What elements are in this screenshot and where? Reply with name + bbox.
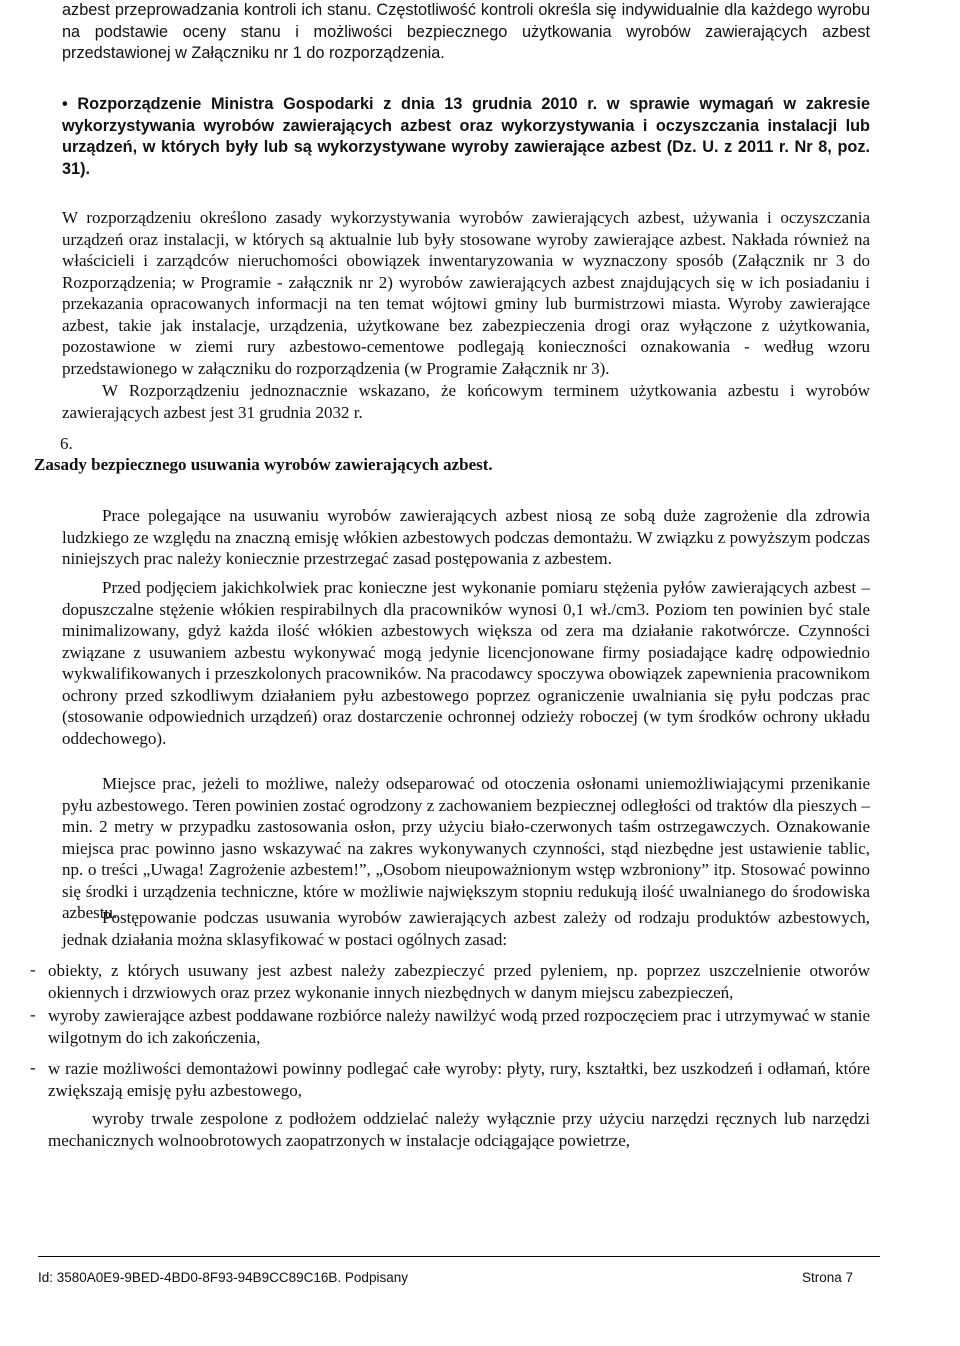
- list-dash: -: [30, 1058, 36, 1077]
- procedure-intro-paragraph: Postępowanie podczas usuwania wyrobów zawierających azbest zależy od rodzaju produktów azbestowych, jednak działania można sklasyfikować w postaci ogólnych zasad:: [62, 908, 870, 949]
- regulation-summary-paragraph: W rozporządzeniu określono zasady wykorzystywania wyrobów zawierających azbest, używania i oczyszczania urządzeń oraz instalacji, w których są aktualnie lub były stosowane wyroby zawierające azbest. Nakłada również na właścicieli i zarządców nieruchomości obowiązek inwentaryzowania w wyznaczony sposób (Załącznik nr 3 do Rozporządzenia; w Programie - załącznik nr 2) wyrobów zawierających azbest znajdujących się w ich posiadaniu i przekazania opracowanych informacji na ten temat wójtowi gminy lub burmistrzowi miasta. Wyroby zawierające azbest, takie jak instalacje, urządzenia, użytkowane bez zabezpieczenia drogi oraz wyłączone z użytkowania, pozostawione w ziemi rury azbestowo-cementowe podlegają konieczności oznakowania - według wzoru przedstawionego w załączniku do rozporządzenia (w Programie Załącznik nr 3).: [62, 208, 870, 378]
- measurement-paragraph: Przed podjęciem jakichkolwiek prac konieczne jest wykonanie pomiaru stężenia pyłów zawierających azbest – dopuszczalne stężenie włókien respirabilnych dla pracowników wynosi 0,1 wł./cm3. Poziom ten powinien być stale minimalizowany, gdyż każda ilość włókien azbestowych większa od zera ma działanie rakotwórcze. Czynności związane z usuwaniem azbestu wykonywać mogą jedynie licencjonowane firmy posiadające kadrę odpowiednio wykwalifikowanych i przeszkolonych pracowników. Na pracodawcy spoczywa obowiązek zapewnienia pracownikom ochrony przed szkodliwym działaniem pyłu azbestowego poprzez ograniczenie uwalniania się pyłu podczas prac (stosowanie odpowiednich urządzeń) oraz dostarczenie ochronnej odzieży roboczej (w tym środków ochrony układu oddechowego).: [62, 578, 870, 748]
- bullet-icon: •: [62, 95, 68, 113]
- regulation-text: Rozporządzenie Ministra Gospodarki z dnia 13 grudnia 2010 r. w sprawie wymagań w zakresie wykorzystywania wyrobów zawierających azbest oraz wykorzystywania i oczyszczania instalacji lub urządzeń, w których były lub są wykorzystywane wyroby zawierające azbest (Dz. U. z 2011 r. Nr 8, poz. 31).: [62, 95, 871, 178]
- intro-paragraph: azbest przeprowadzania kontroli ich stanu. Częstotliwość kontroli określa się indywidualnie dla każdego wyrobu na podstawie oceny stanu i możliwości bezpiecznego użytkowania wyrobów zawierających azbest przedstawionej w Załączniku nr 1 do rozporządzenia.: [62, 1, 870, 62]
- document-id: Id: 3580A0E9-9BED-4BD0-8F93-94B9CC89C16B. Podpisany: [38, 1270, 408, 1285]
- list-dash: -: [30, 960, 36, 979]
- section-heading: Zasady bezpiecznego usuwania wyrobów zawierających azbest.: [34, 455, 493, 474]
- section-number: 6.: [60, 434, 73, 453]
- list-item: wyroby zawierające azbest poddawane rozbiórce należy nawilżyć wodą przed rozpoczęciem prac i utrzymywać w stanie wilgotnym do ich zakończenia,: [48, 1006, 870, 1047]
- list-item: wyroby trwale zespolone z podłożem oddzielać należy wyłącznie przy użyciu narzędzi ręcznych lub narzędzi mechanicznych wolnoobrotowych zaopatrzonych w instalacje odciągające powietrze,: [48, 1109, 870, 1150]
- list-item: w razie możliwości demontażowi powinny podlegać całe wyroby: płyty, rury, kształtki, bez uszkodzeń i odłamań, które zwiększają emisję pyłu azbestowego,: [48, 1059, 870, 1100]
- list-item: obiekty, z których usuwany jest azbest należy zabezpieczyć przed pyleniem, np. poprzez uszczelnienie otworów okiennych i drzwiowych oraz przez wykonanie innych niezbędnych w danym miejscu zabezpieczeń,: [48, 961, 870, 1002]
- deadline-paragraph: W Rozporządzeniu jednoznacznie wskazano, że końcowym terminem użytkowania azbestu i wyrobów zawierających azbest jest 31 grudnia 2032 r.: [62, 381, 870, 422]
- regulation-citation: [62, 94, 870, 180]
- worksite-paragraph: Miejsce prac, jeżeli to możliwe, należy odseparować od otoczenia osłonami uniemożliwiającymi przenikanie pyłu azbestowego. Teren powinien zostać ogrodzony z zachowaniem bezpiecznej odległości od traktów dla pieszych – min. 2 metry w przypadku zastosowania osłon, przy użyciu biało-czerwonych taśm ostrzegawczych. Oznakowanie miejsca prac powinno jasno wskazywać na zakres wykonywanych czynności, stąd niezbędne jest ustawienie tablic, np. o treści „Uwaga! Zagrożenie azbestem!”, „Osobom nieupoważnionym wstęp wzbroniony” itp. Stosować powinno się środki i urządzenia techniczne, które w możliwie największym stopniu redukują ilość uwalnianego do środowiska azbestu.: [62, 774, 870, 922]
- page-number: Strona 7: [802, 1270, 854, 1285]
- list-dash: -: [30, 1005, 36, 1024]
- footer-divider: [38, 1256, 880, 1257]
- hazard-paragraph: Prace polegające na usuwaniu wyrobów zawierających azbest niosą ze sobą duże zagrożenie dla zdrowia ludzkiego ze względu na znaczną emisję włókien azbestowych podczas demontażu. W związku z powyższym podczas niniejszych prac należy koniecznie przestrzegać zasad postępowania z azbestem.: [62, 506, 870, 568]
